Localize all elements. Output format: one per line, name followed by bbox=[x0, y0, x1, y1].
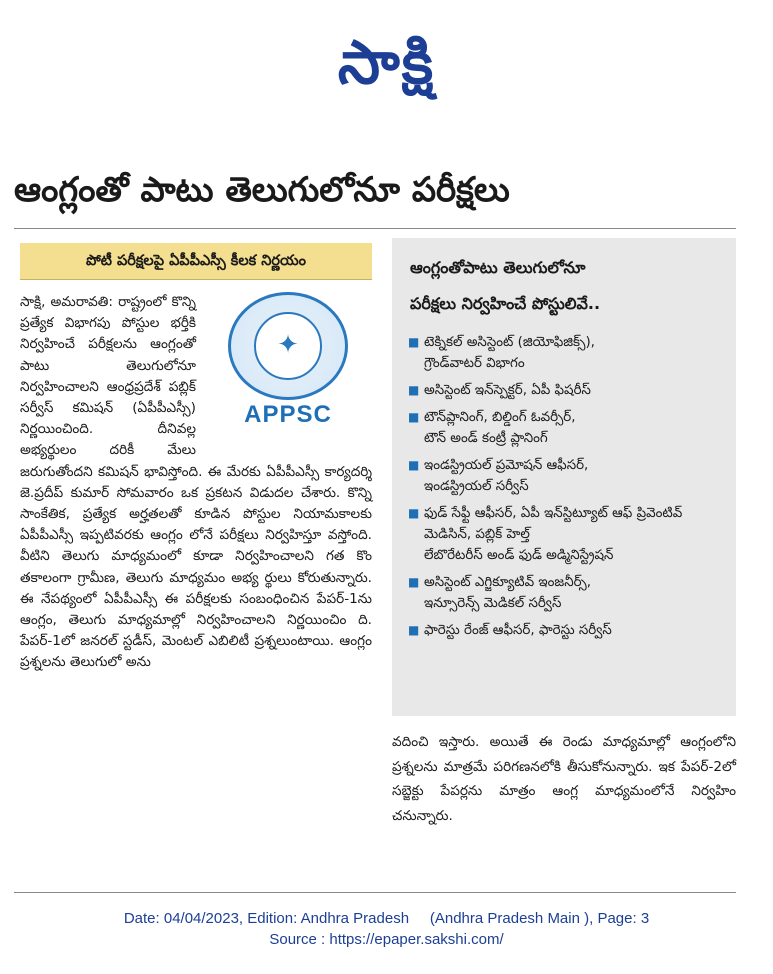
list-item-line2: లేబొరేటరీస్ అండ్ ఫుడ్ అడ్మినిస్ట్రేషన్ bbox=[424, 548, 614, 563]
list-item-line2: గ్రౌండ్‌వాటర్ విభాగం bbox=[424, 356, 525, 371]
masthead bbox=[0, 18, 773, 108]
list-item-line1: టెక్నికల్ అసిస్టెంట్ (జియోఫిజిక్స్), bbox=[424, 335, 595, 350]
bullet-icon: ■ bbox=[408, 383, 420, 397]
sidebar-title-line2: పరీక్షలు నిర్వహించే పోస్టులివే.. bbox=[410, 294, 601, 313]
source-link[interactable]: Source : https://epaper.sakshi.com/ bbox=[269, 931, 504, 948]
bullet-icon: ■ bbox=[408, 458, 420, 472]
logo-label: APPSC bbox=[244, 401, 332, 428]
article-headline: ఆంగ్లంతో పాటు తెలుగులోనూ పరీక్షలు bbox=[14, 170, 510, 210]
bullet-icon: ■ bbox=[408, 506, 420, 520]
bullet-icon: ■ bbox=[408, 410, 420, 424]
list-item bbox=[408, 407, 726, 449]
body-text-left: సాక్షి, అమరావతి: రాష్ట్రంలో కొన్ని ప్రత్యేక విభాగపు పోస్టుల భర్తీకి నిర్వహించే పరీక్షలను ఆంగ్లంతో పాటు తెలుగులోనూ నిర్వహించాలని ఆంధ్రప్రదేశ్ పబ్లిక్ సర్వీస్ కమిషన్ (ఏపీపీఎస్సీ) నిర్ణయించింది. దీనివల్ల అభ్యర్థులం దరికీ మేలు జరుగుతోందని కమిషన్ భావిస్తోంది. ఈ మేరకు ఏపీపీఎస్సీ కార్యదర్శి జె.ప్రదీప్ కుమార్ సోమవారం ఒక ప్రకటన విడుదల చేశారు. కొన్ని సాంకేతిక, ప్రత్యేక అర్హతలతో కూడిన పోస్టుల నియామకాలకు ఏపీపీఎస్సీ ఇప్పటివరకు ఆంగ్లం లోనే పరీక్షలు నిర్వహిస్తూ వస్తోంది. వీటిని తెలుగు మాధ్యమంలో కూడా నిర్వహించాలని గత కొం తకాలంగా గ్రామీణ, తెలుగు మాధ్యమం అభ్య ర్థులు కోరుతున్నారు. ఈ నేపథ్యంలో ఏపీపీఎస్సీ ఈ పరీక్షలకు సంబంధించిన పేపర్-1ను ఆంగ్లం, తెలుగు మాధ్యమాల్లో నిర్వహించాలని నిర్ణయించిం ది. పేపర్-1లో జనరల్ స్టడీస్, మెంటల్ ఎబిలిటీ ప్రశ్నలుంటాయి. ఆంగ్లం ప్రశ్నలను తెలుగులో అను bbox=[20, 294, 372, 671]
emblem-seal-icon bbox=[228, 292, 348, 400]
list-item-line2: టౌన్ అండ్ కంట్రీ ప్లానింగ్ bbox=[424, 431, 548, 446]
list-item-line1: ఇండస్ట్రియల్ ప్రమోషన్ ఆఫీసర్, bbox=[424, 458, 589, 473]
masthead-logo: సాక్షి bbox=[337, 28, 436, 98]
list-item-line1: టౌన్‌ప్లానింగ్, బిల్డింగ్ ఓవర్సీర్, bbox=[424, 410, 576, 425]
list-item-line1: అసిస్టెంట్ ఎగ్జిక్యూటివ్ ఇంజనీర్స్, bbox=[424, 575, 591, 590]
sidebar-title bbox=[410, 250, 722, 322]
list-item bbox=[408, 620, 726, 641]
headline-divider bbox=[14, 228, 736, 229]
edition-footer bbox=[0, 908, 773, 950]
lion-capital-icon: ✦ bbox=[254, 312, 322, 380]
list-item bbox=[408, 332, 726, 374]
list-item bbox=[408, 380, 726, 401]
list-item bbox=[408, 455, 726, 497]
edition-info: Date: 04/04/2023, Edition: Andhra Pradesh (Andhra Pradesh Main ), Page: 3 bbox=[123, 910, 650, 927]
footer-divider bbox=[14, 892, 736, 893]
list-item-line1: అసిస్టెంట్ ఇన్‌స్పెక్టర్, ఏపీ ఫిషరీస్ bbox=[424, 383, 591, 398]
list-item bbox=[408, 572, 726, 614]
list-item-line2: ఇన్సూరెన్స్ మెడికల్ సర్వీస్ bbox=[424, 596, 562, 611]
article-body-right: వదించి ఇస్తారు. అయితే ఈ రెండు మాధ్యమాల్లో ఆంగ్లంలోని ప్రశ్నలను మాత్రమే పరిగణనలోకి తీసుకోనున్నారు. ఇక పేపర్-2లో సబ్జెక్టు పేపర్లను మాత్రం ఆంగ్ల మాధ్యమంలోనే నిర్వహిం చనున్నారు. bbox=[392, 734, 736, 824]
article-body-left bbox=[20, 292, 372, 674]
sidebar-title-line1: ఆంగ్లంతోపాటు తెలుగులోనూ bbox=[410, 258, 586, 277]
bullet-icon: ■ bbox=[408, 575, 420, 589]
list-item-line2: ఇండస్ట్రియల్ సర్వీస్ bbox=[424, 479, 529, 494]
appsc-logo bbox=[204, 292, 372, 444]
bullet-icon: ■ bbox=[408, 335, 420, 349]
list-item bbox=[408, 503, 726, 566]
list-item-line1: ఫుడ్ సేఫ్టీ ఆఫీసర్, ఏపీ ఇన్‌స్టిట్యూట్ ఆఫ్ ప్రివెంటివ్ మెడిసిన్, పబ్లిక్ హెల్త్ bbox=[424, 506, 683, 542]
bullet-icon: ■ bbox=[408, 623, 420, 637]
posts-sidebar bbox=[392, 238, 736, 716]
list-item-line1: ఫారెస్టు రేంజ్ ఆఫీసర్, ఫారెస్టు సర్వీస్ bbox=[424, 623, 612, 638]
article-subheadline: పోటీ పరీక్షలపై ఏపీపీఎస్సీ కీలక నిర్ణయం bbox=[20, 243, 372, 280]
posts-list bbox=[392, 332, 736, 641]
